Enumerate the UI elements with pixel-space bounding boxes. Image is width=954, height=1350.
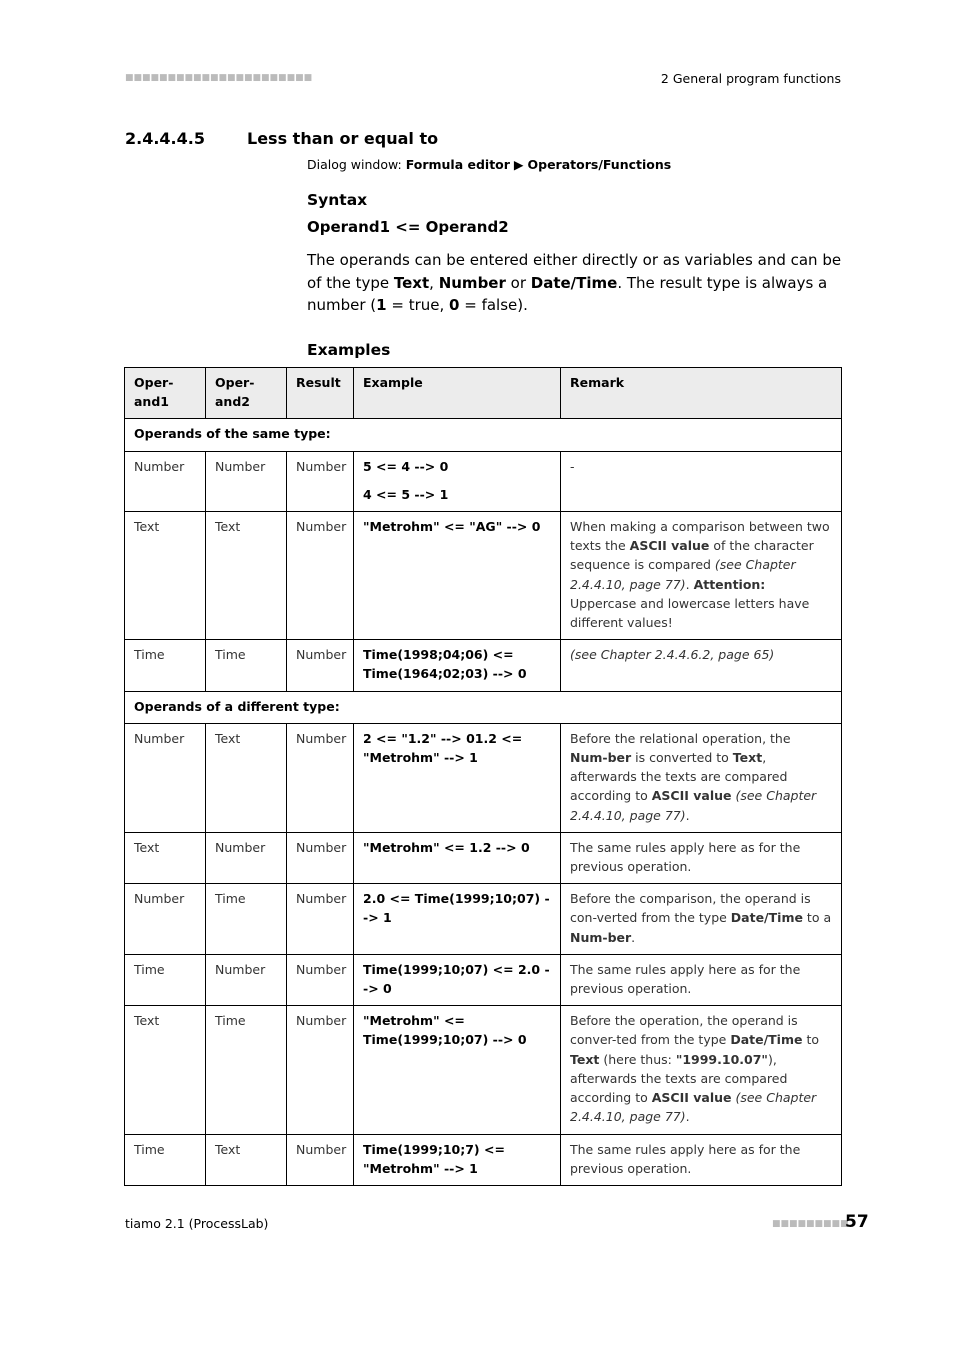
footer-product: tiamo 2.1 (ProcessLab) xyxy=(125,1216,269,1231)
syntax-formula: Operand1 <= Operand2 xyxy=(307,218,509,236)
section-number: 2.4.4.4.5 xyxy=(125,129,205,148)
example-cell: 2.0 <= Time(1999;10;07) --> 1 xyxy=(354,884,561,955)
remark-cell: - xyxy=(561,451,842,511)
example-cell: Time(1999;10;07) <= 2.0 --> 0 xyxy=(354,954,561,1005)
example-cell: Time(1998;04;06) <= Time(1964;02;03) --> 0 xyxy=(354,640,561,691)
remark-cell: The same rules apply here as for the previous operation. xyxy=(561,1134,842,1185)
group-row-same-type xyxy=(125,419,842,451)
table-row: Time Text Number Time(1999;10;7) <= "Metrohm" --> 1 The same rules apply here as for the previous operation. xyxy=(125,1134,842,1185)
table-row: Number Number Number 5 <= 4 --> 0 4 <= 5 --> 1 - xyxy=(125,451,842,511)
remark-cell: When making a comparison between two texts the ASCII value of the character sequence is compared (see Chapter 2.4.4.10, page 77). Attention: Uppercase and lowercase letters have different values! xyxy=(561,512,842,640)
group-label: Operands of a different type: xyxy=(125,691,842,723)
table-row: Text Time Number "Metrohm" <= Time(1999;10;07) --> 0 Before the operation, the operand is conver-ted from the type Date/Time to Text (here thus: "1999.10.07"), afterwards the texts are compared according to ASCII value (see Chapter 2.4.4.10, page 77). xyxy=(125,1006,842,1134)
header-result: Result xyxy=(287,368,354,419)
page-number: 57 xyxy=(845,1212,869,1232)
example-cell: 5 <= 4 --> 0 4 <= 5 --> 1 xyxy=(354,451,561,511)
example-cell: 2 <= "1.2" --> 01.2 <= "Metrohm" --> 1 xyxy=(354,723,561,832)
dialog-path-formula-editor: Formula editor xyxy=(405,157,510,172)
chapter-header: 2 General program functions xyxy=(660,71,841,86)
syntax-heading: Syntax xyxy=(307,191,368,209)
table-row: Time Time Number Time(1998;04;06) <= Time(1964;02;03) --> 0 (see Chapter 2.4.4.6.2, page 65) xyxy=(125,640,842,691)
footer-decoration: ■■■■■■■■■ xyxy=(772,1219,849,1229)
examples-table xyxy=(124,367,842,1186)
table-row: Number Text Number 2 <= "1.2" --> 01.2 <= "Metrohm" --> 1 Before the relational operation, the Num-ber is converted to Text, afterwards the texts are compared according to ASCII value (see Chapter 2.4.4.10, page 77). xyxy=(125,723,842,832)
table-row: Time Number Number Time(1999;10;07) <= 2.0 --> 0 The same rules apply here as for the previous operation. xyxy=(125,954,842,1005)
dialog-prefix: Dialog window: xyxy=(307,157,406,172)
example-cell: "Metrohm" <= Time(1999;10;07) --> 0 xyxy=(354,1006,561,1134)
group-row-different-type xyxy=(125,691,842,723)
table-row: Number Time Number 2.0 <= Time(1999;10;07) --> 1 Before the comparison, the operand is con-verted from the type Date/Time to a Num-ber. xyxy=(125,884,842,955)
dialog-path xyxy=(307,157,671,172)
dialog-path-operators: Operators/Functions xyxy=(527,157,672,172)
header-example: Example xyxy=(354,368,561,419)
header-remark: Remark xyxy=(561,368,842,419)
example-cell: "Metrohm" <= "AG" --> 0 xyxy=(354,512,561,640)
arrow-icon: ▶ xyxy=(509,157,528,172)
remark-cell: Before the comparison, the operand is con-verted from the type Date/Time to a Num-ber. xyxy=(561,884,842,955)
remark-cell: The same rules apply here as for the previous operation. xyxy=(561,954,842,1005)
remark-cell: (see Chapter 2.4.4.6.2, page 65) xyxy=(561,640,842,691)
table-header-row xyxy=(125,368,842,419)
description-paragraph: The operands can be entered either directly or as variables and can be of the type Text, Number or Date/Time. The result type is always a number (1 = true, 0 = false). xyxy=(307,251,842,314)
section-title: Less than or equal to xyxy=(247,129,439,148)
header-decoration: ■■■■■■■■■■■■■■■■■■■■■■ xyxy=(125,73,313,83)
header-operand1: Oper-and1 xyxy=(125,368,206,419)
remark-cell: Before the operation, the operand is conver-ted from the type Date/Time to Text (here thus: "1999.10.07"), afterwards the texts are compared according to ASCII value (see Chapter 2.4.4.10, page 77). xyxy=(561,1006,842,1134)
table-row: Text Text Number "Metrohm" <= "AG" --> 0 When making a comparison between two texts the ASCII value of the character sequence is compared (see Chapter 2.4.4.10, page 77). Attention: Uppercase and lowercase letters have different values! xyxy=(125,512,842,640)
group-label: Operands of the same type: xyxy=(125,419,842,451)
table-row: Text Number Number "Metrohm" <= 1.2 --> 0 The same rules apply here as for the previous operation. xyxy=(125,832,842,883)
header-operand2: Oper-and2 xyxy=(206,368,287,419)
remark-cell: The same rules apply here as for the previous operation. xyxy=(561,832,842,883)
examples-heading: Examples xyxy=(307,341,391,359)
remark-cell: Before the relational operation, the Num-ber is converted to Text, afterwards the texts are compared according to ASCII value (see Chapter 2.4.4.10, page 77). xyxy=(561,723,842,832)
example-cell: Time(1999;10;7) <= "Metrohm" --> 1 xyxy=(354,1134,561,1185)
example-cell: "Metrohm" <= 1.2 --> 0 xyxy=(354,832,561,883)
